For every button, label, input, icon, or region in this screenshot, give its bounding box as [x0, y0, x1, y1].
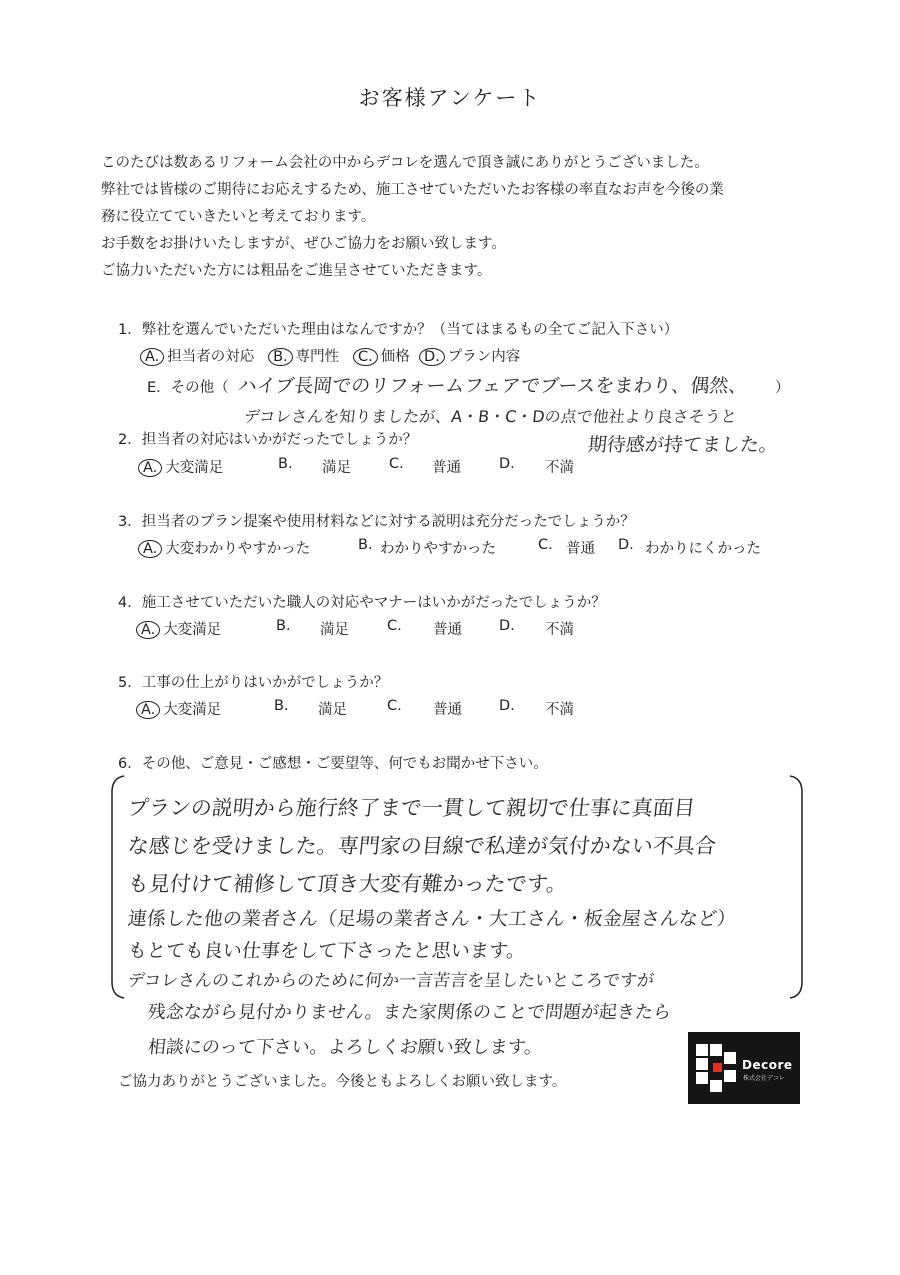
q2-question: 2．担当者の対応はいかがだったでしょうか？ — [118, 432, 418, 448]
q5-option-c-label: 普通 — [433, 702, 462, 718]
q1-other-label: E．その他（ — [147, 380, 229, 396]
q3-option-d-letter: D. — [618, 537, 634, 553]
q2-option-a-letter: A. — [138, 459, 162, 477]
q3-option-a-label: 大変わかりやすかった — [165, 541, 311, 557]
q4-option-d-label: 不満 — [545, 622, 574, 638]
q4-option-b-letter: B. — [276, 618, 291, 634]
q1-option-c-letter: C. — [353, 348, 378, 366]
logo-name: Decore — [742, 1058, 793, 1072]
q6-handwritten-6: デコレさんのこれからのために何か一言苦言を呈したいところですが — [126, 971, 655, 991]
q2-option-d-letter: D. — [499, 456, 515, 472]
q3-question: 3．担当者のプラン提案や使用材料などに対する説明は充分だったでしょうか？ — [118, 514, 635, 530]
q1-handwritten-2: デコレさんを知りましたが、A・B・C・Dの点で他社より良さそうと — [242, 407, 738, 426]
q3-option-a-letter: A. — [138, 540, 162, 558]
q3-option-d-label: わかりにくかった — [645, 541, 761, 557]
intro-line-2: 弊社では皆様のご期待にお応えするため、施工させていただいたお客様の率直なお声を今後の業 — [101, 182, 724, 198]
q5-option-c-letter: C. — [387, 698, 402, 714]
q6-handwritten-5: もとても良い仕事をして下さったと思います。 — [126, 940, 527, 962]
q6-handwritten-3: も見付けて補修して頂き大変有難かったです。 — [126, 872, 569, 896]
q1-option-d-letter: D. — [419, 348, 445, 366]
page-title: お客様アンケート — [358, 86, 542, 110]
q6-question: 6．その他、ご意見・ご感想・ご要望等、何でもお聞かせ下さい。 — [118, 756, 548, 772]
q2-option-c-label: 普通 — [432, 460, 461, 476]
q5-question: 5．工事の仕上がりはいかがでしょうか？ — [118, 675, 389, 691]
q4-option-c-label: 普通 — [433, 622, 462, 638]
q1-option-c-label: 価格 — [380, 349, 410, 365]
q6-handwritten-2: な感じを受けました。専門家の目線で私達が気付かない不具合 — [126, 834, 718, 858]
q6-handwritten-4: 連係した他の業者さん（足場の業者さん・大工さん・板金屋さんなど） — [126, 908, 738, 930]
q2-options — [138, 456, 223, 477]
q4-option-a-label: 大変満足 — [163, 622, 222, 638]
q3-option-c-letter: C. — [538, 537, 553, 553]
q1-other-close: ） — [775, 380, 790, 396]
q6-handwritten-8: 相談にのって下さい。よろしくお願い致します。 — [146, 1037, 544, 1058]
intro-line-5: ご協力いただいた方には粗品をご進呈させていただきます。 — [101, 263, 492, 279]
closing-message: ご協力ありがとうございました。今後ともよろしくお願い致します。 — [118, 1074, 567, 1090]
q2-option-b-label: 満足 — [322, 460, 351, 476]
q4-option-c-letter: C. — [387, 618, 402, 634]
q1-handwritten-1: ハイブ長岡でのリフォームフェアでブースをまわり、偶然、 — [236, 375, 749, 397]
q3-options — [138, 537, 310, 558]
q2-option-a-label: 大変満足 — [165, 460, 224, 476]
intro-line-4: お手数をお掛けいたしますが、ぜひご協力をお願い致します。 — [101, 236, 506, 252]
right-bracket — [786, 772, 806, 1002]
q1-option-b-label: 専門性 — [295, 349, 340, 365]
q6-handwritten-1: プランの説明から施行終了まで一貫して親切で仕事に真面目 — [126, 796, 697, 820]
q4-option-a-letter: A. — [136, 621, 160, 639]
q1-options — [140, 345, 520, 366]
q1-option-d-label: プラン内容 — [447, 349, 521, 365]
q2-option-c-letter: C. — [389, 456, 404, 472]
q3-option-b-letter: B. — [358, 537, 373, 553]
q5-options — [136, 698, 221, 719]
q2-option-d-label: 不満 — [545, 460, 574, 476]
q4-question: 4．施工させていただいた職人の対応やマナーはいかがだったでしょうか？ — [118, 595, 606, 611]
intro-line-3: 務に役立てていきたいと考えております。 — [101, 209, 376, 225]
q5-option-b-letter: B. — [274, 698, 289, 714]
decore-logo-icon — [696, 1044, 738, 1092]
q4-option-d-letter: D. — [499, 618, 515, 634]
logo-subtitle: 株式会社デコレ — [743, 1075, 785, 1082]
q1-option-a-label: 担当者の対応 — [167, 349, 255, 365]
q5-option-a-label: 大変満足 — [163, 702, 222, 718]
q1-question: 1．弊社を選んでいただいた理由はなんですか？（当てはまるもの全てご記入下さい） — [118, 322, 679, 338]
q5-option-b-label: 満足 — [318, 702, 347, 718]
q5-option-d-label: 不満 — [545, 702, 574, 718]
q4-options — [136, 618, 221, 639]
q2-option-b-letter: B. — [278, 456, 293, 472]
intro-line-1: このたびは数あるリフォーム会社の中からデコレを選んで頂き誠にありがとうございました。 — [101, 155, 709, 171]
left-bracket — [108, 772, 128, 1002]
decore-logo — [688, 1032, 800, 1104]
q1-option-b-letter: B. — [268, 348, 293, 366]
q3-option-b-label: わかりやすかった — [380, 541, 496, 557]
q5-option-a-letter: A. — [136, 701, 160, 719]
q1-option-a-letter: A. — [140, 348, 164, 366]
q4-option-b-label: 満足 — [320, 622, 349, 638]
q5-option-d-letter: D. — [499, 698, 515, 714]
q1-handwritten-3: 期待感が持てました。 — [586, 434, 780, 456]
q6-handwritten-7: 残念ながら見付かりません。また家関係のことで問題が起きたら — [146, 1002, 673, 1023]
q3-option-c-label: 普通 — [566, 541, 595, 557]
